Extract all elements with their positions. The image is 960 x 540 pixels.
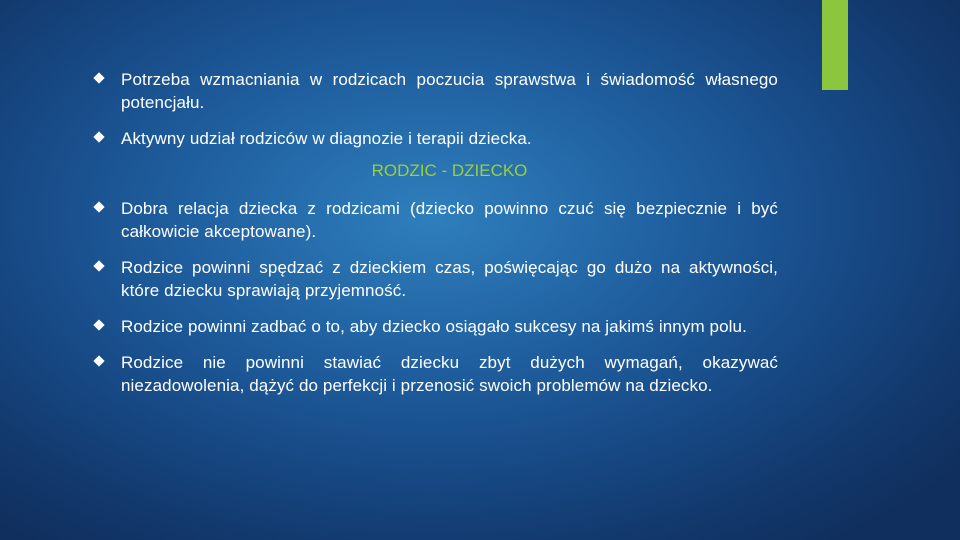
diamond-bullet-icon [93, 201, 104, 212]
list-item [92, 256, 778, 302]
diamond-bullet-icon [93, 319, 104, 330]
list-item-text: Aktywny udział rodziców w diagnozie i terapii dziecka. [121, 129, 532, 148]
section-heading: RODZIC - DZIECKO [371, 161, 528, 180]
list-item [92, 351, 778, 397]
list-item-text: Dobra relacja dziecka z rodzicami (dziecko powinno czuć się bezpiecznie i być całkowicie akceptowane). [121, 199, 778, 241]
list-item-text: Rodzice powinni spędzać z dzieckiem czas, poświęcając go dużo na aktywności, które dziecku sprawiają przyjemność. [121, 258, 778, 300]
list-item-text: Rodzice powinni zadbać o to, aby dziecko osiągało sukcesy na jakimś innym polu. [121, 317, 747, 336]
list-item [92, 315, 778, 338]
diamond-bullet-icon [93, 355, 104, 366]
list-item-text: Potrzeba wzmacniania w rodzicach poczucia sprawstwa i świadomość własnego potencjału. [121, 70, 778, 112]
accent-bar [822, 0, 848, 90]
list-item-text: Rodzice nie powinni stawiać dziecku zbyt dużych wymagań, okazywać niezadowolenia, dążyć do perfekcji i przenosić swoich problemów na dziecko. [121, 353, 778, 395]
bullet-list-top [92, 68, 778, 150]
list-item [92, 127, 778, 150]
diamond-bullet-icon [93, 131, 104, 142]
slide-content [92, 68, 778, 410]
bullet-list-bottom [92, 197, 778, 397]
list-item [92, 197, 778, 243]
diamond-bullet-icon [93, 72, 104, 83]
list-item [92, 68, 778, 114]
diamond-bullet-icon [93, 260, 104, 271]
